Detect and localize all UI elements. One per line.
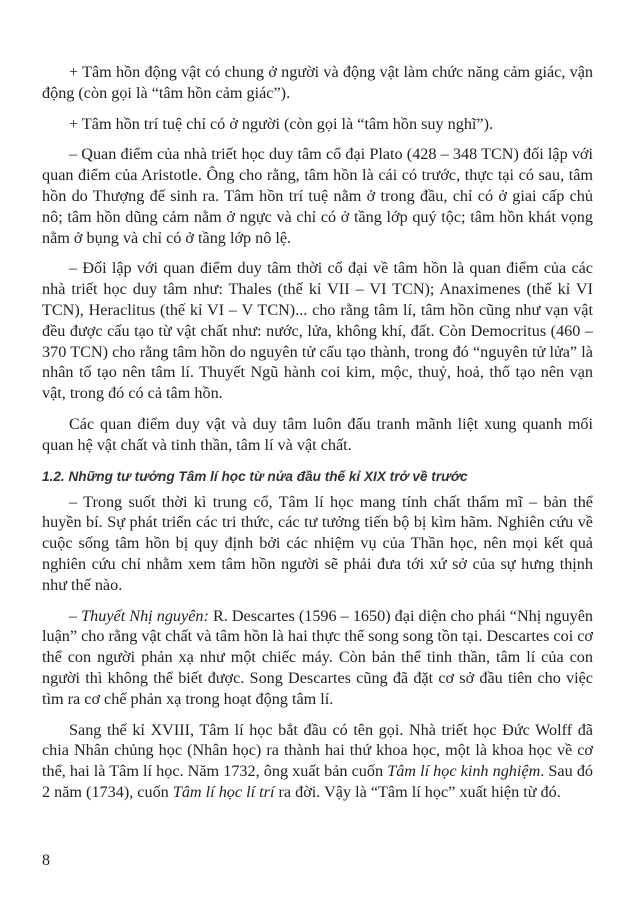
book-title: Tâm lí học kinh nghiệm xyxy=(387,762,541,781)
dualism-term: Thuyết Nhị nguyên: xyxy=(81,606,209,625)
paragraph-struggle: Các quan điểm duy vật và duy tâm luôn đấu tranh mãnh liệt xung quanh mối quan hệ vật chất và tinh thần, tâm lí và vật chất. xyxy=(42,414,593,454)
page-number: 8 xyxy=(42,852,50,869)
dash: – xyxy=(69,606,82,625)
paragraph-dualism xyxy=(42,606,593,710)
paragraph-materialists: – Đối lập với quan điểm duy tâm thời cổ đại về tâm hồn là quan điểm của các nhà triết học duy tâm như: Thales (thế kỉ VII – VI TCN); Anaximenes (thế kỉ VI TCN), Heraclitus (thế kỉ VI – V TCN)... cho rằng tâm lí, tâm hồn cũng như vạn vật đều được cấu tạo từ vật chất như: nước, lửa, không khí, đất. Còn Democritus (460 – 370 TCN) cho rằng tâm hồn do nguyên tử cấu tạo thành, trong đó “nguyên tử lửa” là nhân tố tạo nên tâm lí. Thuyết Ngũ hành coi kim, mộc, thuỷ, hoả, thổ tạo nên vạn vật, trong đó có cả tâm hồn. xyxy=(42,259,593,403)
paragraph-intellect-soul: + Tâm hồn trí tuệ chỉ có ở người (còn gọi là “tâm hồn suy nghĩ”). xyxy=(69,114,494,133)
text: ra đời. Vậy là “Tâm lí học” xuất hiện từ đó. xyxy=(274,782,561,801)
paragraph-medieval: – Trong suốt thời kì trung cổ, Tâm lí học mang tính chất thẩm mĩ – bản thể huyền bí. Sự phát triển các tri thức, các tư tưởng tiến bộ bị kìm hãm. Nghiên cứu về cuộc sống tâm hồn bị quy định bởi các nhiệm vụ của Thần học, nên mọi kết quả nghiên cứu chỉ nhằm xem tâm hồn người sẽ phải đưa tới xứ sở của sự hưng thịnh như thế nào. xyxy=(42,492,593,594)
dualism-text: R. Descartes (1596 – 1650) đại diện cho phái “Nhị nguyên luận” cho rằng vật chất và tâm hồn là hai thực thể song song tồn tại. Descartes coi cơ thể con người phản xạ như một chiếc máy. Còn bản thể tinh thần, tâm lí của con người thì không thể biết được. Song Descartes cũng đã đặt cơ sở đầu tiên cho việc tìm ra cơ chế phản xạ trong hoạt động tâm lí. xyxy=(42,606,593,708)
paragraph-animal-soul: + Tâm hồn động vật có chung ở người và động vật làm chức năng cảm giác, vận động (còn gọi là “tâm hồn cảm giác”). xyxy=(42,63,593,102)
paragraph-wolff xyxy=(42,720,593,803)
section-heading: 1.2. Những tư tưởng Tâm lí học từ nửa đầu thế kỉ XIX trở về trước xyxy=(42,468,468,484)
book-title: Tâm lí học lí trí xyxy=(172,782,275,801)
page-body xyxy=(42,62,593,813)
text: . Sau đó 2 năm (1734), cuốn xyxy=(42,762,594,801)
paragraph-plato: – Quan điểm của nhà triết học duy tâm cổ đại Plato (428 – 348 TCN) đối lập với quan điểm của Aristotle. Ông cho rằng, tâm hồn là cái có trước, thực tại có sau, tâm hồn do Thượng đế sinh ra. Tâm hồn trí tuệ nằm ở trong đầu, chỉ có ở giai cấp chủ nô; tâm hồn dũng cảm nằm ở ngực và chỉ có ở tầng lớp quý tộc; tâm hồn khát vọng nằm ở bụng và chỉ có ở tầng lớp nô lệ. xyxy=(42,145,593,247)
text: Sang thế kỉ XVIII, Tâm lí học bắt đầu có tên gọi. Nhà triết học Đức Wolff đã chia Nhân chủng học (Nhân học) ra thành hai thứ khoa học, một là khoa học về cơ thể, hai là Tâm lí học. Năm 1732, ông xuất bản cuốn xyxy=(42,720,593,781)
